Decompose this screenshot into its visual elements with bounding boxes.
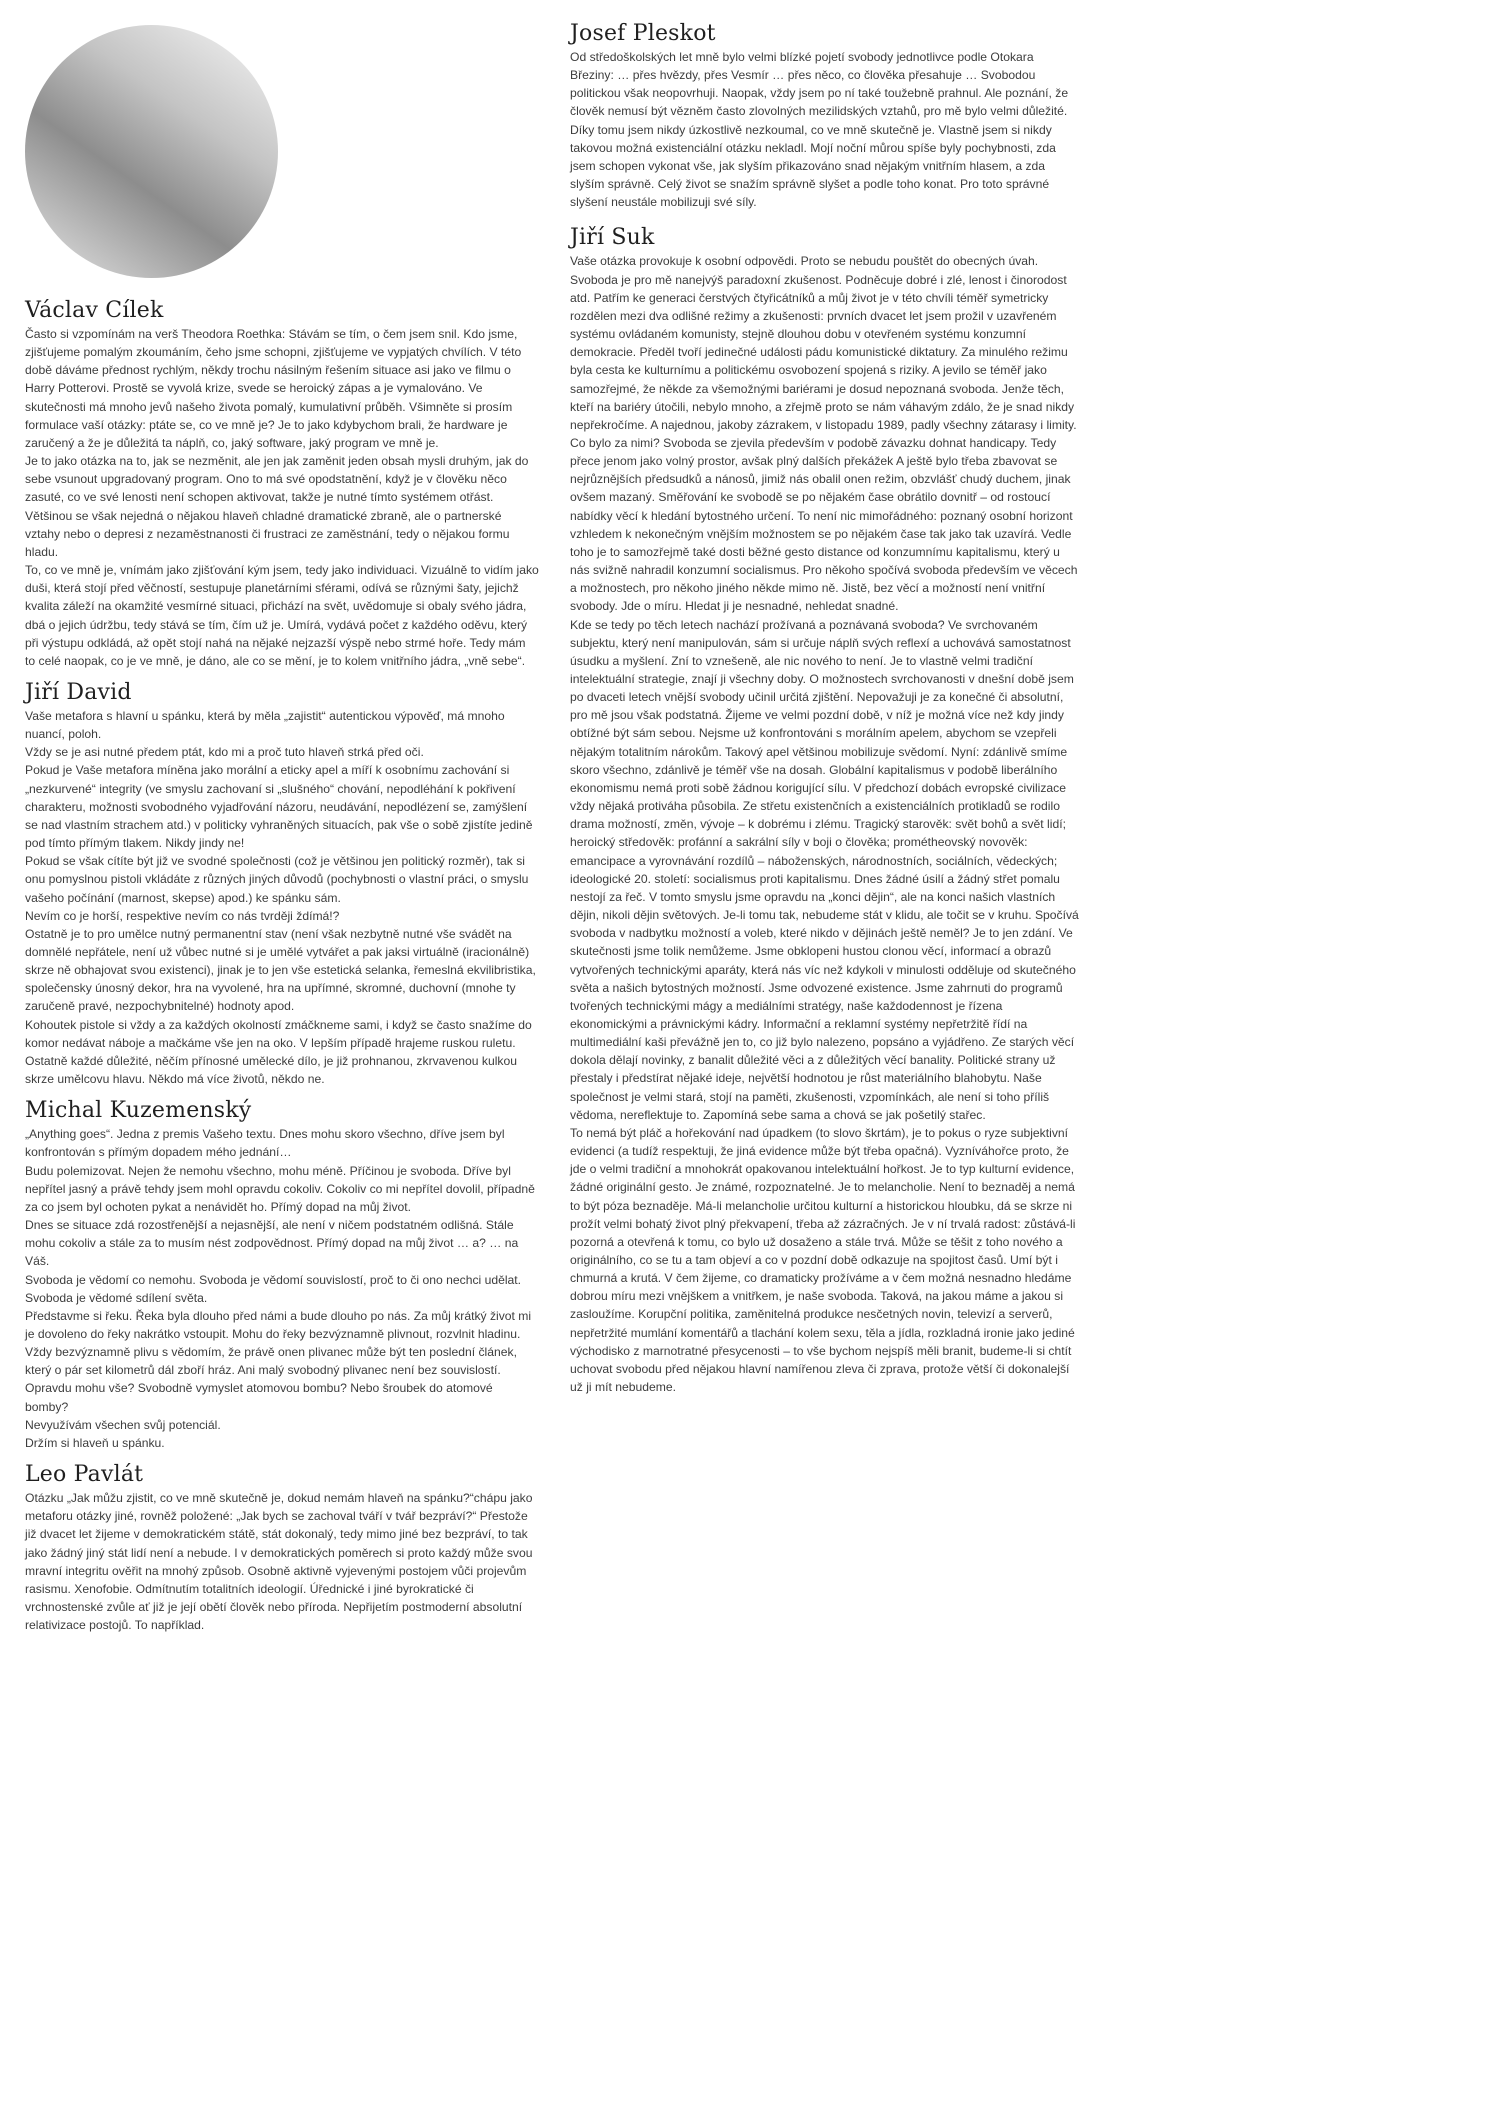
paragraph: Nevím co je horší, respektive nevím co nás tvrději ždímá!? xyxy=(25,908,340,923)
paragraph: To, co ve mně je, vnímám jako zjišťování kým jsem, tedy jako individuaci. Vizuálně to vidím jako duši, která stojí před věčností, sestupuje planetárními sférami, odívá se různými šaty, jejichž kvalita záleží na okamžité vesmírné situaci, přichází na svět, uvědomuje si obaly svého jádra, dbá o jejich údržbu, tedy stává se tím, čím už je. Umírá, vydává počet z každého oděvu, který při výstupu odkládá, až opět stojí nahá na nějaké nejzazší výspě nebo strmé hoře. Tedy mám to celé naopak, co je ve mně, je dáno, ale co se mění, je to kolem vnitřního jádra, „vně sebe“. xyxy=(25,563,539,668)
paragraph: Dnes se situace zdá rozostřenější a nejasnější, ale není v ničem podstatném odlišná. Stále mohu cokoliv a stále za to musím nést zodpovědnost. Přímý dopad na můj život … a? … na Váš. xyxy=(25,1218,519,1269)
left-column xyxy=(25,297,539,1643)
paragraph: Svoboda je vědomí co nemohu. Svoboda je vědomí souvislostí, proč to či ono nechci udělat. Svoboda je vědomé sdílení světa. xyxy=(25,1272,522,1305)
paragraph: Od středoškolských let mně bylo velmi blízké pojetí svobody jednotlivce podle Otokara Březiny: … přes hvězdy, přes Vesmír … přes něco, co člověka přesahuje … Svobodou politickou však neopovrhuji. Naopak, vždy jsem po ní také toužebně prahnul. Ale poznání, že člověk nemusí být vězněm často zlovolných mezilidských vztahů, pro mě bylo velmi důležité. xyxy=(570,50,1069,119)
section-leo-pavlat xyxy=(25,1461,539,1634)
paragraph: Vaše metafora s hlavní u spánku, která by měla „zajistit“ autentickou výpověď, má mnoho nuancí, poloh. xyxy=(25,708,505,742)
author-name: Jiří David xyxy=(25,679,132,705)
paragraph: Kde se tedy po těch letech nachází prožívaná a poznávaná svoboda? Ve svrchovaném subjektu, který není manipulován, sám si určuje náplň svých reflexí a uchovává samostatnost úsudku a myšlení. Zní to vznešeně, ale nic nového to není. Je to vlastně velmi tradiční intelektuální strategie, znají ji všechny doby. O možnostech svrchovanosti v dnešní době jsem po dvaceti letech vnější svobody učinil určitá zjištění. Nepovažuji je za konečné či absolutní, pro mě jsou však podstatná. Žijeme ve velmi pozdní době, v níž je možná více než kdy jindy obtížné být sám sebou. Nejsme už konfrontováni s morálním apelem, abychom se vzepřeli nějakým totalitním nárokům. Takový apel většinou mobilizuje svědomí. Nyní: zdánlivě smíme skoro všechno, zdánlivě je téměř vše na dosah. Globální kapitalismus v podobě liberálního ekonomismu nemá proti sobě žádnou korigující sílu. V předchozí dobách evropské civilizace vždy nějaká protiváha působila. Ze střetu existenčních a existenciálních protikladů se rodilo drama možností, změn, vývoje – k dobrému i zlému. Tragický starověk: svět bohů a svět lidí; heroický středověk: profánní a sakrální síly v boji o člověka; prométheovský novověk: emancipace a vyrovnávání rozdílů – náboženských, národnostních, sociálních, vědeckých; ideologické 20. století: socialismus proti kapitalismu. Dnes žádné úsilí a žádný střet pomalu nestojí za řeč. V tomto smyslu jsme opravdu na „konci dějin“, ale na konci našich vlastních dějin, nikoli dějin světových. Je-li tomu tak, nebudeme stát v klidu, ale točit se v kruhu. Spočívá svoboda v nadbytku možností a voleb, které nikdo v dějinách ještě neměl? Je to jen zdání. Ve skutečnosti jsme tolik nemůžeme. Jsme obklopeni hustou clonou věcí, informací a obrazů vytvořených technickými aparáty, která nás víc než kdykoli v minulosti odděluje od skutečného světa a našich bytostných možností. Jsme odvozené existence. Jsme zahrnuti do programů tvořených technickými mágy a mediálními stratégy, naše každodennost je řízena ekonomickými a právnickými kádry. Informační a reklamní systémy nepřetržitě řídí na multimediální kaši převážně jen to, co již bylo nalezeno, popsáno a vyjádřeno. Ze starých věcí dokola dělají novinky, z banalit důležité věci a z důležitých věcí banality. Politické strany už přestaly i předstírat nějaké ideje, největší hodnotou je růst materiálního blahobytu. Naše společnost je velmi stará, stojí na paměti, zkušenosti, vzpomínkách, ale není si toho příliš vědoma, nereflektuje to. Zapomíná sebe sama a chová se jak pošetilý stařec. xyxy=(570,617,1079,1122)
author-name: Michal Kuzemenský xyxy=(25,1098,252,1124)
paragraph: Otázku „Jak můžu zjistit, co ve mně skutečně je, dokud nemám hlaveň na spánku?“chápu jako metaforu otázky jiné, rovněž položené: „Jak bych se zachoval tváří v tvář bezpráví?“ Přestože již dvacet let žijeme v demokratickém státě, stát dokonalý, tedy mimo jiné bez bezpráví, to tak jako žádný jiný stát lidí není a nebude. I v demokratických poměrech si proto každý může svou mravní integritu ověřit na mnohý způsob. Osobně aktivně vyjevenými postojem vůči projevům rasismu. Xenofobie. Odmítnutím totalitních ideologií. Úřednické i jiné byrokratické či vrchnostenské zvůle ať již je její obětí člověk nebo příroda. Nepřijetím postmoderní absolutní relativizace postojů. To například. xyxy=(25,1491,533,1633)
paragraph: Pokud je Vaše metafora míněna jako morální a eticky apel a míří k osobnímu zachování si „nezkurvené“ integrity (ve smyslu zachovaní si „slušného“ chování, nepodléhání k pokřivení charakteru, možnosti svobodného vyjadřování názoru, neudávání, nepodlézení se, zamýšlení se nad vlastním strachem atd.) v politicky vyhraněných situacích, pak vše o sobě zjistíte jedině pod tímto přímým tlakem. Nikdy jindy ne! xyxy=(25,763,533,851)
paragraph: Kohoutek pistole si vždy a za každých okolností zmáčkneme sami, i když se často snažíme do komor nedávat náboje a mačkáme vše jen na oko. V lepším případě hrajeme ruskou ruletu. xyxy=(25,1017,532,1050)
section-vaclav-cilek xyxy=(25,297,539,670)
author-name: Leo Pavlát xyxy=(25,1462,144,1488)
paragraph: Pokud se však cítíte být již ve svodné společnosti (což je většinou jen politický rozměr), tak si onu pomyslnou pistoli vkládáte z různých jiných důvodů (pochybnosti o vlastní práci, o smyslu vašeho počínání (marnost, skepse) apod.) ke spánku sám. xyxy=(25,854,529,905)
author-name: Jiří Suk xyxy=(570,225,655,251)
section-josef-pleskot xyxy=(570,20,1080,211)
paragraph: Ostatně každé důležité, něčím přínosné umělecké dílo, je již prohnanou, zkrvavenou kulkou skrze umělcovu hlavu. Někdo má více životů, někdo ne. xyxy=(25,1053,517,1087)
section-jiri-suk xyxy=(570,224,1080,1396)
paragraph: Díky tomu jsem nikdy úzkostlivě nezkoumal, co ve mně skutečně je. Vlastně jsem si nikdy takovou možná existenciální otázku nekladl. Mojí noční můrou spíše byly pochybnosti, zda jsem schopen vykonat vše, jak slyším přikazováno snad nějakým vnitřním hlasem, a zda slyším správně. Celý život se snažím správně slyšet a podle toho konat. Pro toto správné slyšení neustále mobilizuji své síly. xyxy=(570,122,1056,210)
paragraph: Držím si hlaveň u spánku. xyxy=(25,1435,165,1450)
paragraph: Vždy se je asi nutné předem ptát, kdo mi a proč tuto hlaveň strká před oči. xyxy=(25,745,424,760)
paragraph: Nevyužívám všechen svůj potenciál. xyxy=(25,1417,221,1432)
paragraph: Ostatně je to pro umělce nutný permanentní stav (není však nezbytně nutné vše svádět na domnělé nepřátele, není už vůbec nutné si je umělé vytvářet a pak jaksi virtuálně (iracionálně) skrze ně obhajovat svou existenci), jinak je to jen vše estetická selanka, řemeslná ekvilibristika, společensky únosný dekor, hra na vyvolené, hra na upřímné, skromné, duchovní (mnohe ty zaručeně pravé, nezpochybnitelné) hodnoty apod. xyxy=(25,926,536,1014)
author-name: Josef Pleskot xyxy=(570,21,716,46)
paragraph: Představme si řeku. Řeka byla dlouho před námi a bude dlouho po nás. Za můj krátký život mi je dovoleno do řeky nakrátko vstoupit. Mohu do řeky bezvýznamně plivnout, rozvlnit hladinu. Vždy bezvýznamně plivu s vědomím, že právě onen plivanec může být ten poslední článek, který o pár set kilometrů dál zboří hráz. Ani malý svobodný plivanec není bez souvislostí. Opravdu mohu vše? Svobodně vymyslet atomovou bombu? Nebo šroubek do atomové bomby? xyxy=(25,1308,532,1414)
author-name: Václav Cílek xyxy=(25,298,164,323)
right-column xyxy=(570,20,1080,1409)
paragraph: Vaše otázka provokuje k osobní odpovědi. Proto se nebudu pouštět do obecných úvah. Svoboda je pro mě nanejvýš paradoxní zkušenost. Podněcuje dobré i zlé, lenost i činorodost atd. Patřím ke generaci čerstvých čtyřicátníků a můj život je v této chvíli téměř symetricky rozdělen mezi dva odlišné režimy a zkušenosti: prvních dvacet let jsem prožil v uzavřeném systému ovládaném komunisty, stejně dlouhou dobu v otevřeném systému konzumní demokracie. Předěl tvoří jedinečné události pádu komunistické diktatury. Za minulého režimu byla cesta ke kulturnímu a politickému osvobození spojená s riziky. A jevilo se téměř jako samozřejmé, že někde za všemožnými bariérami je dosud nepoznaná svoboda. Jenže těch, kteří na bariéry útočili, nebylo mnoho, a zřejmě proto se nám váhavým zdálo, že je snad nikdy nepřekročíme. A najednou, jakoby zázrakem, v listopadu 1989, padly všechny zátarasy i limity. Co bylo za nimi? Svoboda se zjevila především v podobě závazku dohnat handicapy. Tedy přece jenom jako volný prostor, avšak plný dalších překážek A ještě bylo třeba zbavovat se nejrůznějších předsudků a nánosů, jimiž nás obalil onen režim, obzvlášť chudý duchem, jinak ovšem mazaný. Směřování ke svobodě se po nějakém čase obrátilo dovnitř – od rostoucí nabídky věcí k hledání bytostného určení. To není nic mimořádného: poznaný osobní horizont vzhledem k nekonečným vnějším možnostem se po nějakém čase tak jako tak uzavírá. Vedle toho je to samozřejmě také dosti běžné gesto distance od konzumnímu kapitalismu, který u nás svižně nahradil konzumní socialismus. Pro někoho spočívá svoboda především ve věcech a možnostech, pro někoho jiného někde mimo ně. Jistě, bez věcí a možností není vnitřní svobody. Jde o míru. Hledat ji je nesnadné, nehledat snadné. xyxy=(570,254,1078,614)
paragraph: Budu polemizovat. Nejen že nemohu všechno, mohu méně. Příčinou je svoboda. Dříve byl nepřítel jasný a právě tehdy jsem mohl opravdu cokoliv. Cokoliv co mi nepřítel dovolil, případně za co jsem byl ochoten pykat a nenávidět ho. Přímý dopad na můj život. xyxy=(25,1163,535,1214)
paragraph: Často si vzpomínám na verš Theodora Roethka: Stávám se tím, o čem jsem snil. Kdo jsme, zjišťujeme pomalým zkoumáním, čeho jsme schopni, zjišťujeme ve vypjatých chvílích. V této době dáváme přednost rychlým, někdy trochu násilným řešením situace asi jako ve filmu o Harry Potterovi. Prostě se vyvolá krize, svede se heroický zápas a je vymalováno. Ve skutečnosti má mnoho jevů našeho života pomalý, kumulativní průběh. Všimněte si prosím formulace vaší otázky: ptáte se, co ve mně je? Je to jako kdybychom brali, že hardware je zaručený a že je důležitá ta náplň, co, jaký software, jaký program ve mně je. xyxy=(25,327,522,450)
paragraph: To nemá být pláč a hořekování nad úpadkem (to slovo škrtám), je to pokus o ryze subjektivní evidenci (a tudíž respektuji, že jiná evidence může být třeba opačná). Vyzníváhořce proto, že jde o velmi tradiční a mnohokrát opakovanou intelektuální hořkost. Je to typ kulturní evidence, žádné originální gesto. Je známé, rozpoznatelné. Je to melancholie. Není to beznaděj a nemá to být póza beznaděje. Má-li melancholie určitou kulturní a historickou hloubku, dá se skrze ni prožít velmi bohatý život plný překvapení, třeba až zázračných. Je v ní trvalá radost: zůstává-li pozorná a otevřená k tomu, co bylo už dosaženo a stále trvá. Může se těšit z toho nového a originálního, co se tu a tam objeví a co v pozdní době odkazuje na spojitost časů. Umí být i chmurná a krutá. V čem žijeme, co dramaticky prožíváme a v čem možná nesnadno hledáme dobrou míru mezi vnějškem a vnitřkem, je naše svoboda. Taková, na jakou máme a jakou si zasloužíme. Korupční politika, zaměnitelná produkce nesčetných novin, televizí a serverů, nepřetržité mumlání komentářů a tlachání kolem sexu, těla a jídla, rozkladná ironie jako jediné východisko z marnotratné přesycenosti – to vše bychom nejspíš měli branit, budeme-li si chtít uchovat svobodu před nějakou hlavní namířenou zleva či zprava, protože větší či dokonalejší už ji mít nebudeme. xyxy=(570,1125,1076,1395)
paragraph: Je to jako otázka na to, jak se nezměnit, ale jen jak zaměnit jeden obsah mysli druhým, jak do sebe vsunout upgradovaný program. Ono to má své opodstatnění, když je v člověku něco zasuté, co ve své lenosti není schopen aktivovat, takže je nutné tímto systémem otřást. Většinou se však nejedná o nějakou hlaveň chladné dramatické zbraně, ale o partnerské vztahy nebo o depresi z nezaměstnanosti či frustraci ze zaměstnání, tedy o nějakou formu hladu. xyxy=(25,454,529,559)
paragraph: „Anything goes“. Jedna z premis Vašeho textu. Dnes mohu skoro všechno, dříve jsem byl konfrontován s přímým dopadem mého jednání… xyxy=(25,1127,505,1160)
gradient-sphere-graphic xyxy=(25,25,278,278)
section-jiri-david xyxy=(25,679,539,1088)
section-michal-kuzemensky xyxy=(25,1097,539,1452)
